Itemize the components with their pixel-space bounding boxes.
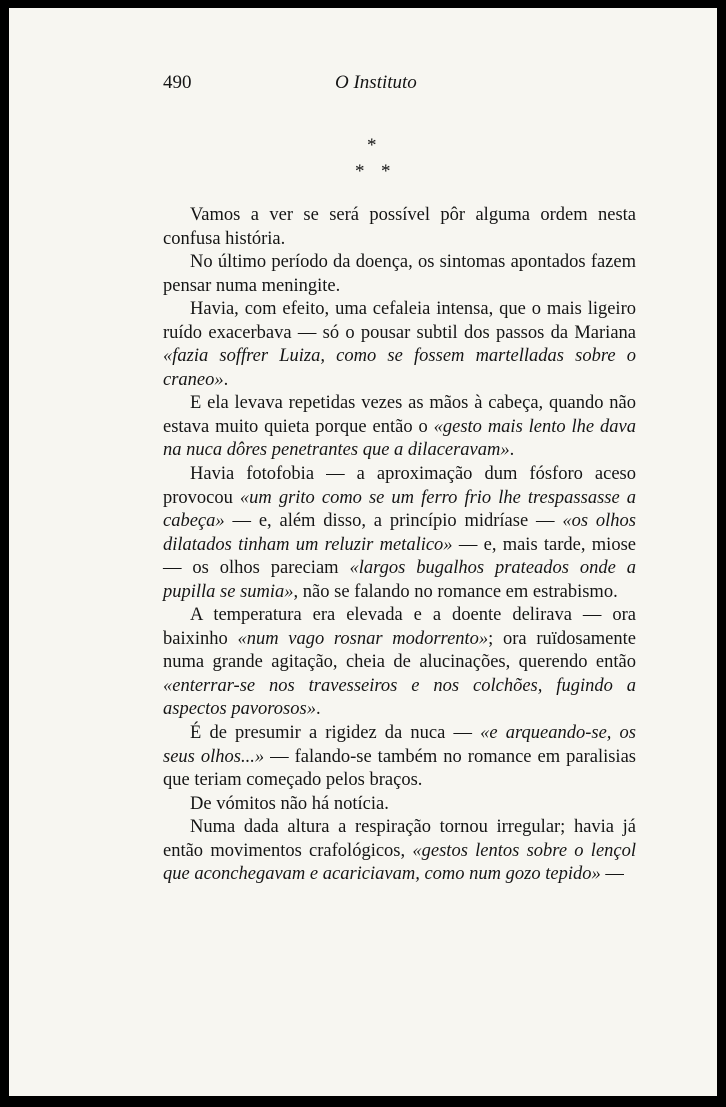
quoted-excerpt: «os olhos dilatados tinham um reluzir metalico» — [163, 511, 636, 555]
paragraph-text: No último período da doença, os sintomas apontados fazem pensar numa meningite. — [163, 252, 636, 296]
paragraph-text: — e, mais tarde, miose — os olhos pareciam — [163, 534, 636, 579]
paragraph-text: — — [600, 864, 624, 885]
page-header — [163, 72, 633, 98]
paragraph-text: — falando-se também no romance em paralisias que teriam começado pelos braços. — [163, 746, 636, 791]
quoted-excerpt: «gestos lentos sobre o lençol que aconchegavam e acariciavam, como num gozo tepido» — [163, 840, 637, 885]
asterism-star-left: * — [355, 161, 365, 182]
paragraph-text: E ela levava repetidas vezes as mãos à cabeça, quando não estava muito quieta porque então o — [163, 393, 636, 437]
paragraph-text: É de presumir a rigidez da nuca — — [190, 723, 481, 744]
book-page — [9, 8, 717, 1096]
paragraph-text: . — [315, 699, 321, 720]
paragraph — [163, 463, 636, 604]
paragraph — [163, 251, 636, 298]
quoted-excerpt: «e arqueando-se, os seus olhos...» — [163, 723, 636, 767]
quoted-excerpt: «largos bugalhos prateados onde a pupilla se sumia» — [163, 558, 637, 602]
paragraph-text: . — [223, 369, 229, 390]
quoted-excerpt: «um grito como se um ferro frio lhe trespassasse a cabeça» — [163, 487, 636, 532]
paragraph — [163, 204, 636, 251]
paragraph-text: A temperatura era elevada e a doente delirava — ora baixinho — [163, 605, 636, 649]
quoted-excerpt: «gesto mais lento lhe dava na nuca dôres penetrantes que a dilaceravam» — [163, 416, 636, 461]
page-number: 490 — [163, 72, 192, 93]
quoted-excerpt: «enterrar-se nos travesseiros e nos colchões, fugindo a aspectos pavorosos» — [163, 675, 636, 720]
paragraph-text: — e, além disso, a princípio midríase — — [224, 511, 563, 532]
paragraph-text: . — [509, 440, 515, 461]
paragraph — [163, 604, 636, 722]
asterism-star-right: * — [381, 161, 391, 182]
paragraph-text: De vómitos não há notícia. — [190, 793, 389, 814]
paragraph-text: ; ora ruïdosamente numa grande agitação, cheia de alucinações, querendo então — [163, 628, 636, 673]
body-text — [163, 204, 636, 887]
running-title: O Instituto — [335, 72, 417, 93]
paragraph — [163, 816, 636, 887]
quoted-excerpt: «num vago rosnar modorrento» — [237, 628, 489, 649]
paragraph-text: Havia fotofobia — a aproximação dum fósforo aceso provocou — [163, 464, 636, 508]
paragraph — [163, 722, 636, 793]
paragraph-text: , não se falando no romance em estrabismo. — [293, 581, 618, 602]
paragraph — [163, 392, 636, 463]
paragraph-text: Vamos a ver se será possível pôr alguma ordem nesta confusa história. — [163, 205, 636, 249]
paragraph-text: Havia, com efeito, uma cefaleia intensa, que o mais ligeiro ruído exacerbava — só o pousar subtil dos passos da Mariana — [163, 299, 636, 343]
paragraph — [163, 793, 636, 817]
quoted-excerpt: «fazia soffrer Luiza, como se fossem martelladas sobre o craneo» — [163, 346, 636, 390]
paragraph-text: Numa dada altura a respiração tornou irregular; havia já então movimentos crafológicos, — [163, 817, 636, 861]
paragraph — [163, 298, 636, 392]
asterism-star-top: * — [367, 135, 377, 156]
